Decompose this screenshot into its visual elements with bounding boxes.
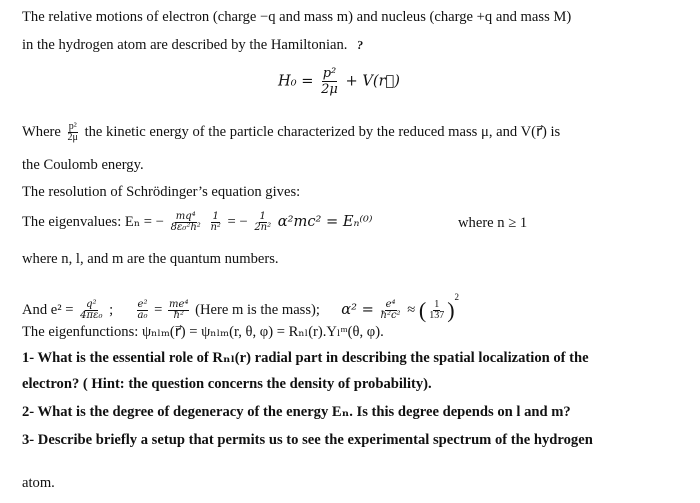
e2-a0-fraction-num: e² xyxy=(137,299,148,311)
e2-fraction-num: q² xyxy=(86,299,97,311)
eigen-fraction-2-num: 1 xyxy=(212,211,219,222)
text-line-coulomb: the Coulomb energy. xyxy=(22,157,144,173)
e2-fraction-den: 4πε₀ xyxy=(80,310,103,322)
text-line-kinetic-energy xyxy=(22,122,560,143)
eigen-fraction-1-den: 8ε₀²h² xyxy=(170,222,201,233)
text-line-relative-motions: The relative motions of electron (charge −q and mass m) and nucleus (charge +q and mass M) xyxy=(22,9,572,25)
e2-a0-fraction-den: a₀ xyxy=(137,310,148,322)
e2-fraction xyxy=(79,300,103,321)
hamiltonian-fraction xyxy=(320,66,339,97)
fine-structure-den: 137 xyxy=(429,310,445,322)
hamiltonian-denominator: 2μ xyxy=(321,82,338,97)
mass-note: (Here m is the mass); xyxy=(195,302,320,318)
square-exponent: 2 xyxy=(454,292,460,302)
text-line-eigenfunctions: The eigenfunctions: ψₙₗₘ(r⃗) = ψₙₗₘ(r, θ, φ) = Rₙₗ(r).Yₗᵐ(θ, φ). xyxy=(22,324,384,340)
paren-open: ( xyxy=(418,297,427,323)
eigen-fraction-3-den: 2n² xyxy=(254,222,272,233)
alpha-fraction xyxy=(380,300,402,321)
question-mark: ? xyxy=(356,37,365,53)
constants-equation xyxy=(22,288,459,321)
e2-a0-fraction xyxy=(137,300,149,321)
me4-fraction-den: ħ² xyxy=(173,310,184,322)
eigen-fraction-1 xyxy=(170,212,202,233)
question-1-line-1: 1- What is the essential role of Rₙₗ(r) radial part in describing the spatial localization of the xyxy=(22,350,589,366)
me4-fraction-num: me⁴ xyxy=(169,299,189,311)
kinetic-denominator: 2μ xyxy=(67,132,78,143)
eigen-fraction-3 xyxy=(253,212,272,233)
kinetic-fraction xyxy=(67,122,79,143)
eigen-fraction-2 xyxy=(209,212,221,233)
question-3-line-1: 3- Describe briefly a setup that permits us to see the experimental spectrum of the hydrogen xyxy=(22,432,593,448)
text-line-resolution: The resolution of Schrödinger’s equation gives: xyxy=(22,184,301,200)
eigen-fraction-3-num: 1 xyxy=(259,211,266,222)
constants-equals: = xyxy=(154,302,163,318)
approx-sign: ≈ xyxy=(407,302,416,318)
hamiltonian-rhs: + V(r⃗) xyxy=(345,72,400,90)
alpha-fraction-num: e⁴ xyxy=(385,299,396,311)
alpha-lhs: α² = xyxy=(341,301,374,318)
question-1-line-2: electron? ( Hint: the question concerns the density of probability). xyxy=(22,376,432,392)
fine-structure-num: 1 xyxy=(434,299,440,311)
kinetic-numerator: p² xyxy=(68,121,77,132)
paren-close: ) xyxy=(447,297,455,323)
text-line-hamiltonian-intro xyxy=(22,36,363,54)
question-2: 2- What is the degree of degeneracy of the energy Eₙ. Is this degree depends on l and m? xyxy=(22,404,571,420)
eigen-condition: where n ≥ 1 xyxy=(458,215,528,231)
hamiltonian-equation xyxy=(278,66,400,97)
me4-fraction xyxy=(168,300,189,321)
question-3-line-2: atom. xyxy=(22,475,55,491)
fine-structure-fraction xyxy=(428,300,445,321)
eigen-fraction-1-num: mq⁴ xyxy=(175,211,196,222)
hamiltonian-intro-text: in the hydrogen atom are described by the Hamiltonian. xyxy=(22,37,348,53)
constants-and: And e² = xyxy=(22,302,74,318)
where-label: Where xyxy=(22,123,61,140)
eigen-equals: = − xyxy=(227,213,248,230)
eigenvalues-equation xyxy=(22,212,372,233)
eigenvalues-lhs: The eigenvalues: Eₙ = − xyxy=(22,213,164,230)
kinetic-text: the kinetic energy of the particle characterized by the reduced mass μ, and V(r⃗) is xyxy=(84,123,561,140)
eigen-fraction-2-den: n² xyxy=(210,222,221,233)
hamiltonian-lhs: H₀ = xyxy=(278,72,314,90)
constants-semicolon: ; xyxy=(109,302,114,318)
text-line-quantum-numbers: where n, l, and m are the quantum numbers. xyxy=(22,251,279,267)
hamiltonian-numerator: p² xyxy=(322,66,337,81)
alpha-fraction-den: ħ²c² xyxy=(380,310,401,322)
eigen-rhs: α²mc² = Eₙ⁽⁰⁾ xyxy=(277,212,373,230)
